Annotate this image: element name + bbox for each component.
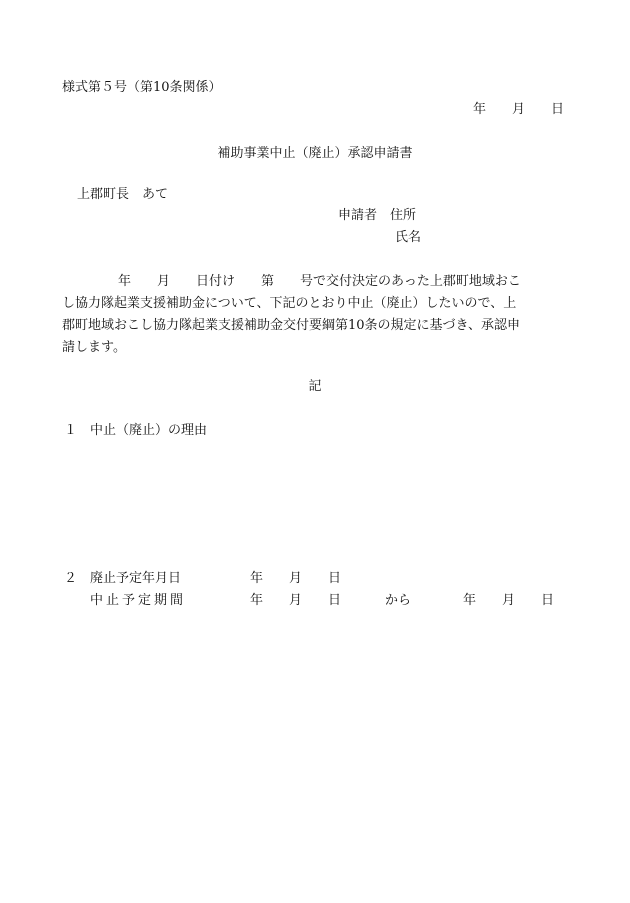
body-line: 請します。: [62, 340, 126, 355]
form-number: 様式第５号（第10条関係）: [62, 80, 222, 95]
suspension-start-date: 年 月 日: [250, 593, 342, 608]
ki-heading: 記: [308, 379, 322, 394]
item-1-number: １: [64, 423, 78, 438]
abolition-date-value: 年 月 日: [250, 571, 342, 586]
suspension-from-word: から: [385, 593, 412, 608]
body-line: し協力隊起業支援補助金について、下記のとおり中止（廃止）したいので、上: [62, 296, 517, 311]
submission-date-line: 年 月 日: [472, 102, 564, 117]
suspension-end-date: 年 月 日: [463, 593, 555, 608]
item-1-label: 中止（廃止）の理由: [90, 423, 208, 438]
abolition-date-label: 廃止予定年月日: [90, 571, 182, 586]
body-line: 年 月 日付け 第 号で交付決定のあった上郡町地域おこ: [118, 274, 521, 289]
body-paragraph: [62, 271, 578, 359]
item-2-row-2: [64, 593, 554, 609]
item-1: [64, 423, 207, 439]
item-2-row-1: [64, 571, 341, 587]
document-title: 補助事業中止（廃止）承認申請書: [217, 146, 413, 161]
addressee: 上郡町長 あて: [77, 187, 169, 202]
applicant-name-label: 氏名: [395, 230, 422, 245]
item-2-number: ２: [64, 571, 78, 586]
body-line: 郡町地域おこし協力隊起業支援補助金交付要綱第10条の規定に基づき、承認申: [62, 318, 521, 333]
applicant-address-label: 申請者 住所: [338, 208, 417, 223]
suspension-period-label: 中止予定期間: [90, 593, 187, 608]
